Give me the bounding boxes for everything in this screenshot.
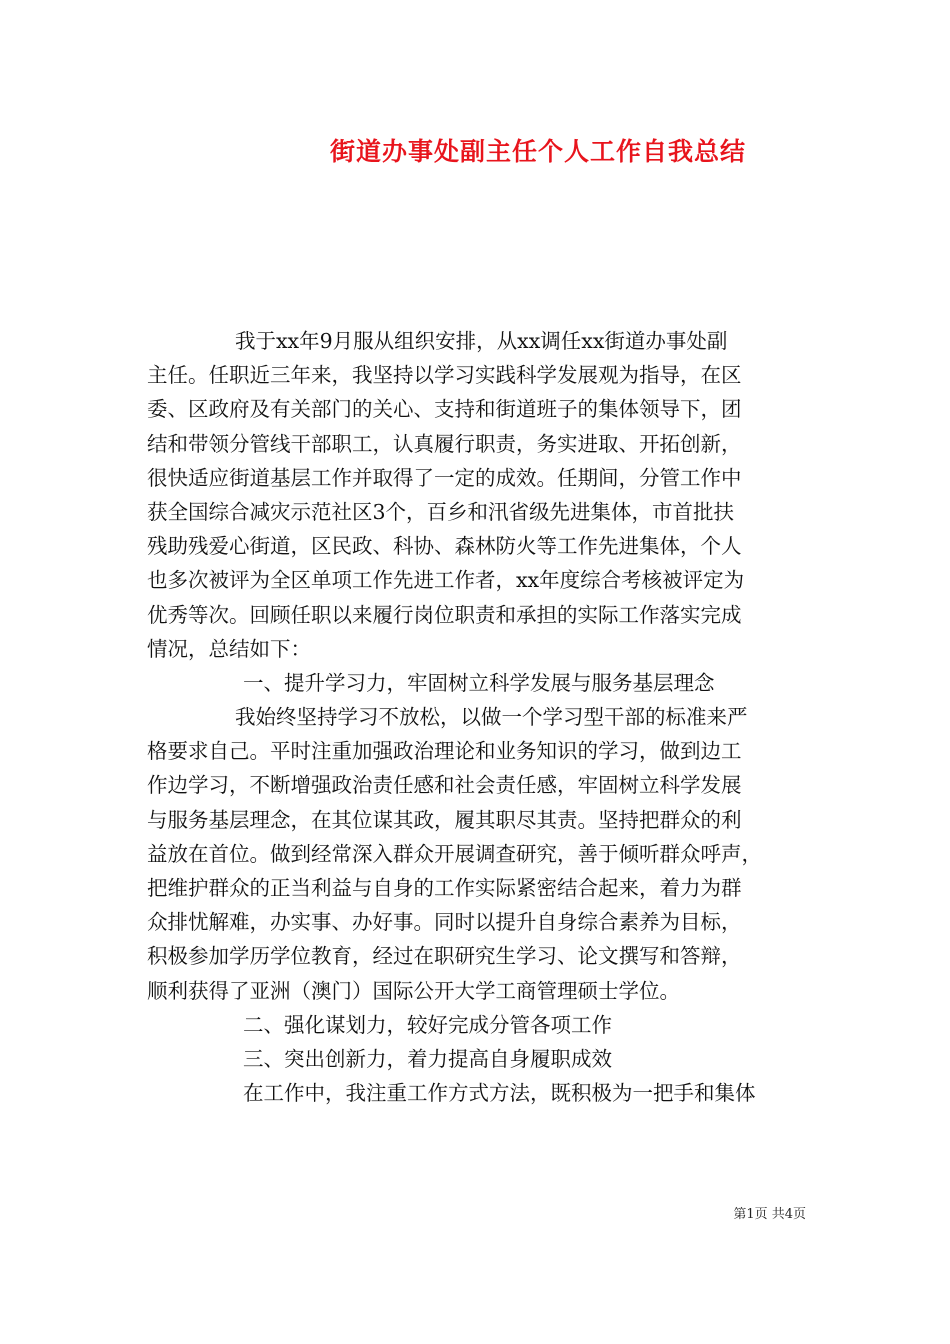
- body-line: 与服务基层理念，在其位谋其政，履其职尽其责。坚持把群众的利: [147, 807, 742, 832]
- body-line: 优秀等次。回顾任职以来履行岗位职责和承担的实际工作落实完成: [147, 602, 742, 627]
- body-line: 我于xx年9月服从组织安排，从xx调任xx街道办事处副: [235, 329, 728, 353]
- body-line: 作边学习，不断增强政治责任感和社会责任感，牢固树立科学发展: [147, 773, 742, 798]
- body-line: 顺利获得了亚洲（澳门）国际公开大学工商管理硕士学位。: [147, 978, 680, 1003]
- body-line: 结和带领分管线干部职工，认真履行职责，务实进取、开拓创新，: [147, 431, 742, 456]
- body-line: 益放在首位。做到经常深入群众开展调查研究，善于倾听群众呼声，: [147, 841, 762, 866]
- body-line: 也多次被评为全区单项工作先进工作者，xx年度综合考核被评定为: [147, 568, 745, 593]
- body-line: 把维护群众的正当利益与自身的工作实际紧密结合起来，着力为群: [147, 876, 742, 900]
- body-line: 二、强化谋划力，较好完成分管各项工作: [243, 1012, 612, 1037]
- body-line: 残助残爱心街道，区民政、科协、森林防火等工作先进集体，个人: [147, 534, 742, 559]
- body-line: 很快适应街道基层工作并取得了一定的成效。任期间，分管工作中: [147, 465, 742, 490]
- body-line: 情况，总结如下：: [147, 636, 311, 661]
- body-line: 积极参加学历学位教育，经过在职研究生学习、论文撰写和答辩，: [147, 944, 742, 969]
- page-footer: 第1页 共4页: [733, 1207, 806, 1222]
- body-line: 获全国综合减灾示范社区3个，百乡和汛省级先进集体，市首批扶: [147, 499, 735, 524]
- body-line: 众排忧解难，办实事、办好事。同时以提升自身综合素养为目标，: [147, 910, 742, 935]
- body-line: 我始终坚持学习不放松，以做一个学习型干部的标准来严: [235, 705, 748, 730]
- body-line: 主任。任职近三年来，我坚持以学习实践科学发展观为指导，在区: [147, 363, 742, 388]
- body-line: 在工作中，我注重工作方式方法，既积极为一把手和集体: [243, 1081, 756, 1106]
- body-line: 格要求自己。平时注重加强政治理论和业务知识的学习，做到边工: [147, 739, 742, 764]
- document-body: [147, 324, 817, 1110]
- body-line: 三、突出创新力，着力提高自身履职成效: [243, 1046, 612, 1071]
- body-line: 一、提升学习力，牢固树立科学发展与服务基层理念: [243, 670, 715, 695]
- document-title: 街道办事处副主任个人工作自我总结: [329, 137, 746, 166]
- body-line: 委、区政府及有关部门的关心、支持和街道班子的集体领导下，团: [147, 397, 742, 422]
